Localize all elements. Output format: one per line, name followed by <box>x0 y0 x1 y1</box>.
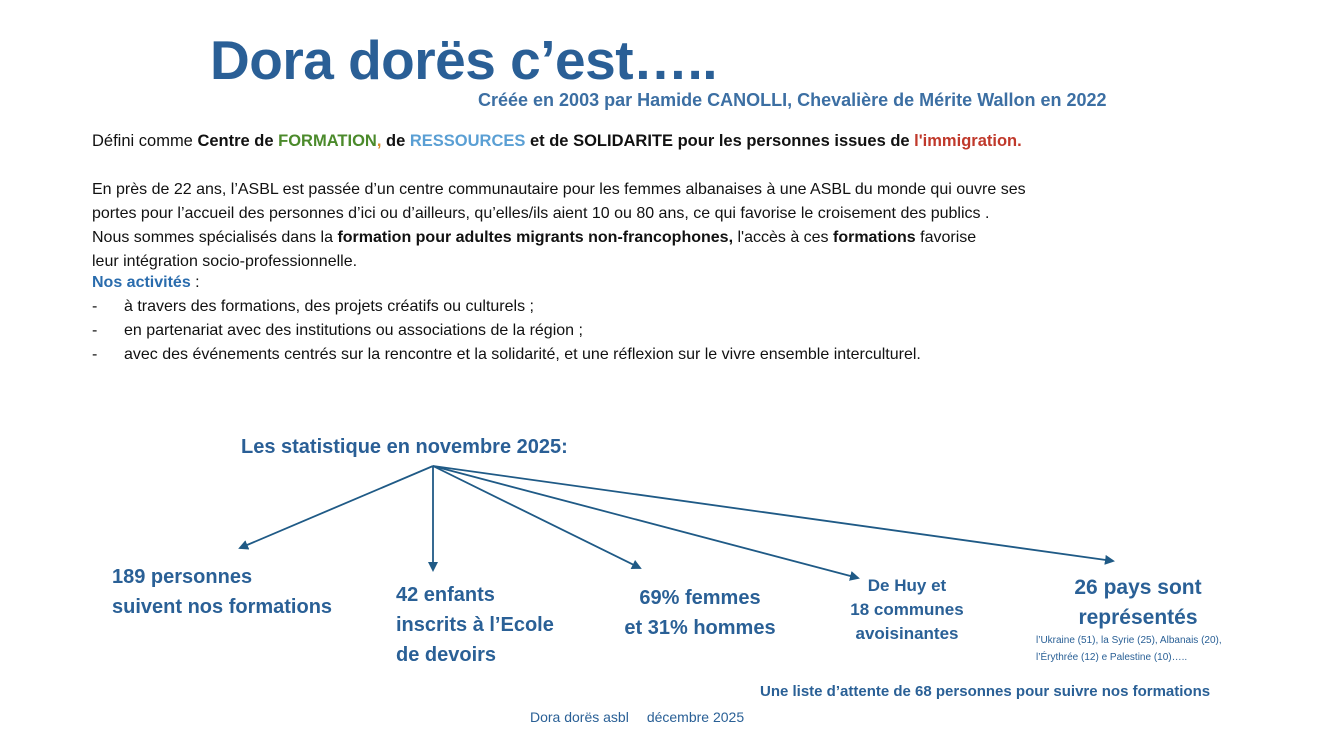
paragraph-text: Nous sommes spécialisés dans la <box>92 229 338 246</box>
paragraph-text: favorise <box>915 229 977 246</box>
paragraph-line: En près de 22 ans, l’ASBL est passée d’un centre communautaire pour les femmes albanaises à une ASBL du monde qui ouvre ses <box>92 181 1026 198</box>
paragraph-line: portes pour l’accueil des personnes d’ici ou d’ailleurs, qu’elles/ils aient 10 ou 80 ans, ce qui favorise le croisement des publics . <box>92 205 990 222</box>
stats-title: Les statistique en novembre 2025: <box>241 436 568 458</box>
stat-line: 42 enfants <box>396 584 495 606</box>
paragraph-text: l'accès à ces <box>733 229 833 246</box>
bullet-dash: - <box>92 322 98 339</box>
definition-solidarite: SOLIDARITE <box>573 132 673 150</box>
stat-line: représentés <box>1078 606 1198 629</box>
definition-et: et de <box>525 132 574 150</box>
paragraph-bold: formation pour adultes migrants non-francophones, <box>337 229 734 246</box>
stat-line: 26 pays sont <box>1074 576 1202 599</box>
waiting-list-note: Une liste d’attente de 68 personnes pour suivre nos formations <box>760 683 1211 700</box>
stat-line: inscrits à l’Ecole <box>396 614 554 636</box>
stat-countries <box>1048 573 1228 633</box>
stat-children <box>396 580 554 670</box>
definition-centre: Centre de <box>197 132 279 150</box>
countries-note <box>1036 632 1222 666</box>
definition-comma: , <box>376 132 382 150</box>
activity-text: en partenariat avec des institutions ou associations de la région ; <box>124 322 583 339</box>
bullet-dash: - <box>92 298 98 315</box>
page-title: Dora dorës c’est….. <box>210 29 718 91</box>
paragraph-bold: formations <box>833 229 916 246</box>
footer <box>530 709 744 725</box>
activities-heading-text: Nos activités <box>92 274 191 291</box>
arrow-to-participants <box>240 466 433 548</box>
footer-date: décembre 2025 <box>646 709 745 725</box>
definition-de: de <box>381 132 410 150</box>
note-line: l’Érythrée (12) e Palestine (10)….. <box>1036 652 1188 663</box>
stat-line: suivent nos formations <box>112 596 333 618</box>
arrow-to-countries <box>433 466 1113 561</box>
definition-prefix: Défini comme <box>92 132 198 150</box>
stat-region <box>832 574 982 646</box>
definition-immigration: l'immigration. <box>914 132 1022 150</box>
stat-line: avoisinantes <box>855 624 959 643</box>
activities-colon: : <box>190 274 200 291</box>
definition-pour: pour les personnes issues de <box>673 132 915 150</box>
paragraph-line: leur intégration socio-professionnelle. <box>92 253 358 270</box>
stat-gender <box>612 583 788 643</box>
stat-line: 189 personnes <box>112 566 253 588</box>
stat-line: et 31% hommes <box>624 617 776 639</box>
activity-text: à travers des formations, des projets créatifs ou culturels ; <box>124 298 534 315</box>
stat-line: de devoirs <box>396 644 497 666</box>
activity-text: avec des événements centrés sur la rencontre et la solidarité, et une réflexion sur le vivre ensemble interculturel. <box>124 346 921 363</box>
stat-line: 18 communes <box>850 600 964 619</box>
arrow-to-region <box>433 466 858 578</box>
subtitle: Créée en 2003 par Hamide CANOLLI, Chevalière de Mérite Wallon en 2022 <box>478 90 1107 110</box>
bullet-dash: - <box>92 346 98 363</box>
stat-line: De Huy et <box>867 576 947 595</box>
definition-ressources: RESSOURCES <box>409 132 526 150</box>
stat-line: 69% femmes <box>639 587 761 609</box>
footer-org: Dora dorës asbl <box>530 709 629 725</box>
stat-participants <box>112 562 332 622</box>
definition-formation: FORMATION <box>278 132 377 150</box>
note-line: l’Ukraine (51), la Syrie (25), Albanais (20), <box>1036 635 1222 646</box>
